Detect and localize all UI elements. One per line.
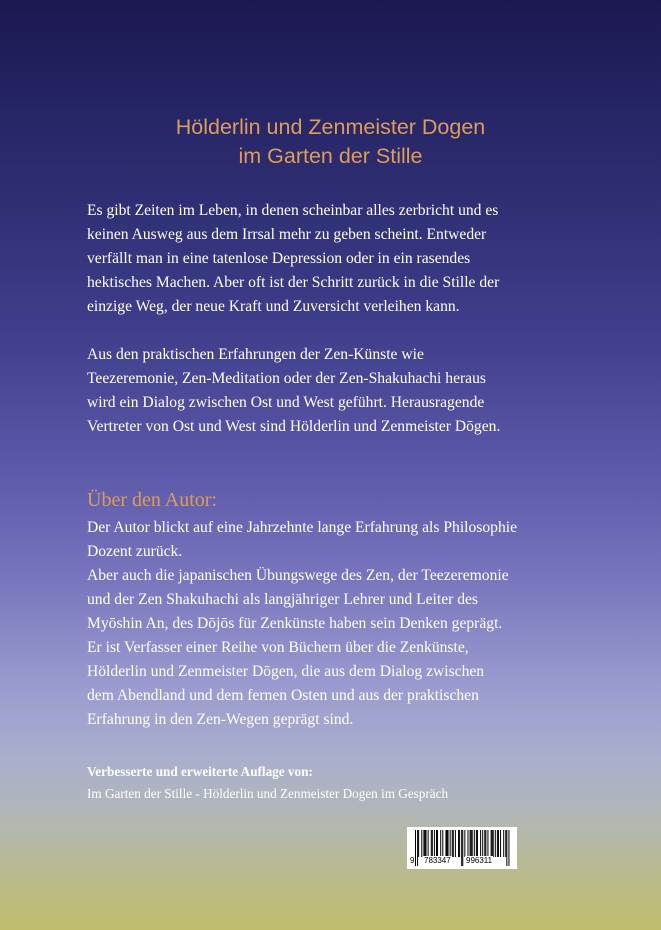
barcode-bar — [452, 830, 453, 857]
barcode-bar — [500, 830, 501, 857]
barcode-bar — [458, 830, 459, 857]
intro-line: hektisches Machen. Aber oft ist der Schritt zurück in die Stille der — [87, 274, 500, 291]
barcode-bar — [417, 830, 418, 866]
barcode-right-digits: 996311 — [466, 856, 493, 865]
barcode-bar — [437, 830, 438, 857]
barcode-bar — [423, 830, 424, 857]
barcode-bar — [434, 830, 435, 857]
barcode-bar — [471, 830, 472, 857]
edition-label: Verbesserte und erweiterte Auflage von: — [87, 764, 313, 779]
barcode-bar — [431, 830, 432, 857]
barcode-bar — [480, 830, 481, 857]
zen-arts-line: Aus den praktischen Erfahrungen der Zen-Künste wie — [87, 346, 424, 363]
zen-arts-paragraph — [87, 343, 607, 439]
barcode-first-digit: 9 — [410, 856, 415, 865]
zen-arts-line: Vertreter von Ost und West sind Hölderlin und Zenmeister Dōgen. — [87, 418, 501, 435]
author-line: Dozent zurück. — [87, 543, 183, 560]
barcode-bar — [447, 830, 448, 857]
barcode-bar — [508, 830, 509, 866]
barcode-bar — [470, 830, 471, 857]
edition-original-title: Im Garten der Stille - Hölderlin und Zenmeister Dogen im Gespräch — [87, 786, 449, 801]
book-title-line-2: im Garten der Stille — [238, 144, 423, 168]
barcode-bar — [503, 830, 504, 857]
barcode-bar — [461, 830, 462, 866]
barcode-bar — [468, 830, 469, 857]
barcode-bar — [432, 830, 433, 857]
barcode-bar — [476, 830, 477, 857]
barcode-left-digits: 783347 — [424, 856, 451, 865]
author-line: und der Zen Shakuhachi als langjähriger Lehrer und Leiter des — [87, 591, 478, 608]
barcode-bar — [482, 830, 483, 857]
barcode-bar — [445, 830, 446, 857]
author-line: Der Autor blickt auf eine Jahrzehnte lange Erfahrung als Philosophie — [87, 519, 517, 536]
intro-line: verfällt man in eine tatenlose Depression oder in ein rasendes — [87, 250, 471, 267]
author-line: Er ist Verfasser einer Reihe von Büchern über die Zenkünste, — [87, 639, 469, 656]
barcode-bar — [462, 830, 463, 866]
barcode-bar — [424, 830, 425, 857]
author-line: Erfahrung in den Zen-Wegen geprägt sind. — [87, 711, 354, 728]
author-line: Myōshin An, des Dōjōs für Zenkünste haben sein Denken geprägt. — [87, 615, 503, 632]
barcode-bar — [487, 830, 488, 857]
barcode-bar — [450, 830, 451, 857]
barcode-bar — [428, 830, 429, 857]
barcode-bar — [464, 830, 465, 857]
barcode-bar — [506, 830, 507, 866]
author-paragraph — [87, 516, 607, 732]
barcode-bar — [453, 830, 454, 857]
barcode-bar — [498, 830, 499, 857]
intro-line: einzige Weg, der neue Kraft und Zuversicht verleihen kann. — [87, 298, 460, 315]
barcode-bar — [493, 830, 494, 857]
barcode-bar — [442, 830, 443, 857]
barcode-bar — [492, 830, 493, 857]
barcode-bar — [485, 830, 486, 857]
barcode-bar — [484, 830, 485, 857]
barcode-bar — [436, 830, 437, 857]
barcode-bar — [455, 830, 456, 857]
zen-arts-line: wird ein Dialog zwischen Ost und West geführt. Herausragende — [87, 394, 485, 411]
edition-note — [87, 761, 607, 805]
barcode-bar — [497, 830, 498, 857]
intro-line: Es gibt Zeiten im Leben, in denen scheinbar alles zerbricht und es — [87, 202, 499, 219]
barcode-bar — [426, 830, 427, 857]
barcode-bar — [477, 830, 478, 857]
author-line: dem Abendland und dem fernen Osten und aus der praktischen — [87, 687, 479, 704]
intro-paragraph — [87, 199, 607, 319]
zen-arts-line: Teezeremonie, Zen-Meditation oder der Zen-Shakuhachi heraus — [87, 370, 486, 387]
intro-line: keinen Ausweg aus dem Irrsal mehr zu geben scheint. Entweder — [87, 226, 487, 243]
barcode-bar — [421, 830, 422, 857]
book-title — [0, 113, 661, 171]
barcode-bar — [418, 830, 419, 857]
barcode-bar — [474, 830, 475, 857]
barcode-bar — [495, 830, 496, 857]
author-line: Hölderlin und Zenmeister Dōgen, die aus dem Dialog zwischen — [87, 663, 485, 680]
barcode-bar — [459, 830, 460, 857]
barcode-bar — [448, 830, 449, 857]
about-author-heading: Über den Autor: — [87, 489, 217, 511]
book-title-line-1: Hölderlin und Zenmeister Dogen — [175, 115, 486, 139]
author-line: Aber auch die japanischen Übungswege des Zen, der Teezeremonie — [87, 567, 509, 584]
isbn-barcode — [407, 827, 517, 869]
barcode-bar — [491, 830, 492, 857]
barcode-bar — [505, 830, 506, 857]
barcode-bar — [440, 830, 441, 857]
barcode-bar — [472, 830, 473, 857]
